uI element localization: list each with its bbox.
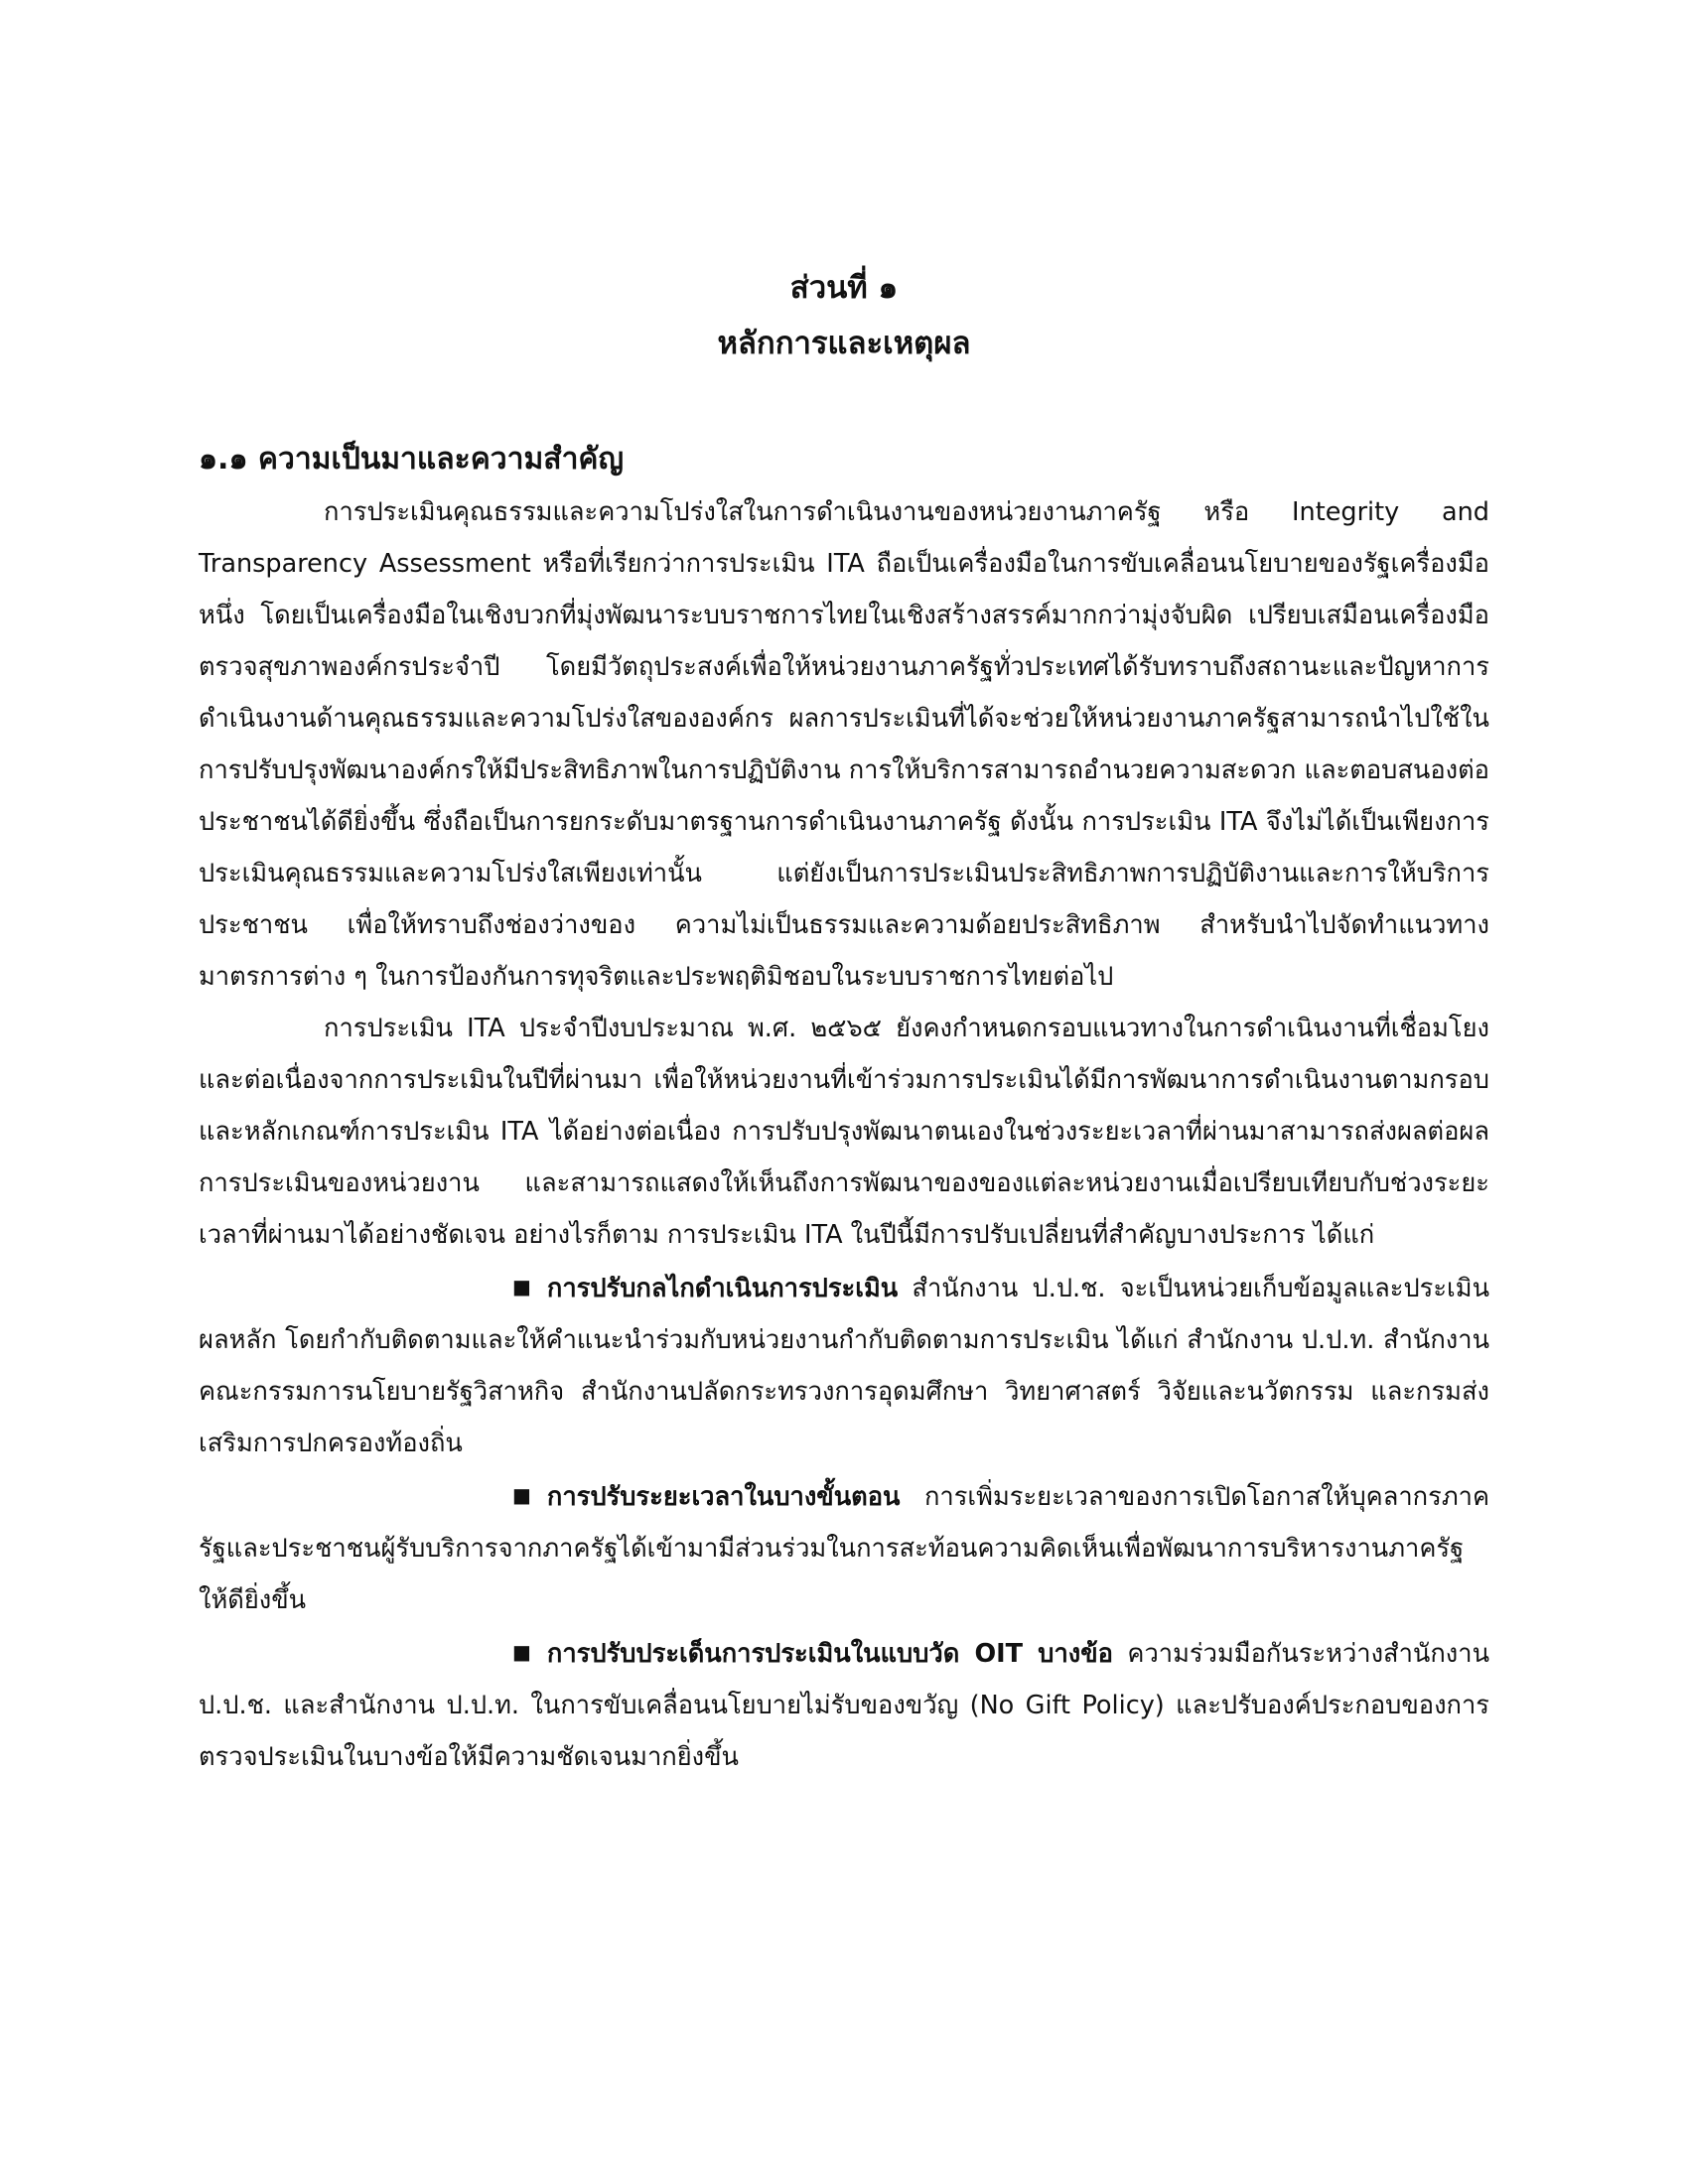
bullet-square-icon: ■: [512, 1275, 531, 1298]
bullet-square-icon: ■: [512, 1483, 531, 1507]
part-subtitle: หลักการและเหตุผล: [717, 326, 971, 361]
section-background: [199, 435, 1489, 1783]
bullet-item-mechanism: [199, 1261, 1489, 1469]
bullet-heading: การปรับประเด็นการประเมินในแบบวัด OIT บางข้อ: [546, 1639, 1113, 1669]
part-title: ส่วนที่ ๑: [789, 270, 899, 306]
paragraph-ita-overview: การประเมินคุณธรรมและความโปร่งใสในการดำเนินงานของหน่วยงานภาครัฐ หรือ Integrity and Transparency Assessment หรือที่เรียกว่าการประเมิน ITA ถือเป็นเครื่องมือในการขับเคลื่อนนโยบายของรัฐเครื่องมือหนึ่ง โดยเป็นเครื่องมือในเชิงบวกที่มุ่งพัฒนาระบบราชการไทยในเชิงสร้างสรรค์มากกว่ามุ่งจับผิด เปรียบเสมือนเครื่องมือตรวจสุขภาพองค์กรประจำปี โดยมีวัตถุประสงค์เพื่อให้หน่วยงานภาครัฐทั่วประเทศได้รับทราบถึงสถานะและปัญหาการดำเนินงานด้านคุณธรรมและความโปร่งใสขององค์กร ผลการประเมินที่ได้จะช่วยให้หน่วยงานภาครัฐสามารถนำไปใช้ในการปรับปรุงพัฒนาองค์กรให้มีประสิทธิภาพในการปฏิบัติงาน การให้บริการสามารถอำนวยความสะดวก และตอบสนองต่อประชาชนได้ดียิ่งขึ้น ซึ่งถือเป็นการยกระดับมาตรฐานการดำเนินงานภาครัฐ ดังนั้น การประเมิน ITA จึงไม่ได้เป็นเพียงการประเมินคุณธรรมและความโปร่งใสเพียงเท่านั้น แต่ยังเป็นการประเมินประสิทธิภาพการปฏิบัติงานและการให้บริการประชาชน เพื่อให้ทราบถึงช่องว่างของ ความไม่เป็นธรรมและความด้อยประสิทธิภาพ สำหรับนำไปจัดทำแนวทางมาตรการต่าง ๆ ในการป้องกันการทุจริตและประพฤติมิชอบในระบบราชการไทยต่อไป: [199, 497, 1489, 992]
bullet-item-timeline: [199, 1469, 1489, 1626]
part-heading: [0, 260, 1688, 371]
bullet-text: สำนักงาน ป.ป.ช. จะเป็นหน่วยเก็บข้อมูลและประเมินผลหลัก โดยกำกับติดตามและให้คำแนะนำร่วมกับหน่วยงานกำกับติดตามการประเมิน ได้แก่ สำนักงาน ป.ป.ท. สำนักงานคณะกรรมการนโยบายรัฐวิสาหกิจ สำนักงานปลัดกระทรวงการอุดมศึกษา วิทยาศาสตร์ วิจัยและนวัตกรรม และกรมส่งเสริมการปกครองท้องถิ่น: [199, 1274, 1489, 1458]
paragraph-ita-2565: การประเมิน ITA ประจำปีงบประมาณ พ.ศ. ๒๕๖๕ ยังคงกำหนดกรอบแนวทางในการดำเนินงานที่เชื่อมโยงและต่อเนื่องจากการประเมินในปีที่ผ่านมา เพื่อให้หน่วยงานที่เข้าร่วมการประเมินได้มีการพัฒนาการดำเนินงานตามกรอบและหลักเกณฑ์การประเมิน ITA ได้อย่างต่อเนื่อง การปรับปรุงพัฒนาตนเองในช่วงระยะเวลาที่ผ่านมาสามารถส่งผลต่อผลการประเมินของหน่วยงาน และสามารถแสดงให้เห็นถึงการพัฒนาของของแต่ละหน่วยงานเมื่อเปรียบเทียบกับช่วงระยะเวลาที่ผ่านมาได้อย่างชัดเจน อย่างไรก็ตาม การประเมิน ITA ในปีนี้มีการปรับเปลี่ยนที่สำคัญบางประการ ได้แก่: [199, 1014, 1489, 1250]
bullet-item-oit: [199, 1626, 1489, 1783]
bullet-text: ความร่วมมือกันระหว่างสำนักงาน ป.ป.ช. และสำนักงาน ป.ป.ท. ในการขับเคลื่อนนโยบายไม่รับของขวัญ (No Gift Policy) และปรับองค์ประกอบของการตรวจประเมินในบางข้อให้มีความชัดเจนมากยิ่งขึ้น: [199, 1639, 1489, 1772]
bullet-square-icon: ■: [512, 1640, 531, 1664]
bullet-text: การเพิ่มระยะเวลาของการเปิดโอกาสให้บุคลากรภาครัฐและประชาชนผู้รับบริการจากภาครัฐได้เข้ามามีส่วนร่วมในการสะท้อนความคิดเห็นเพื่อพัฒนาการบริหารงานภาครัฐให้ดียิ่งขึ้น: [199, 1482, 1489, 1615]
bullet-heading: การปรับกลไกดำเนินการประเมิน: [546, 1274, 899, 1303]
bullet-heading: การปรับระยะเวลาในบางขั้นตอน: [546, 1482, 901, 1512]
section-title: ๑.๑ ความเป็นมาและความสำคัญ: [199, 442, 625, 477]
